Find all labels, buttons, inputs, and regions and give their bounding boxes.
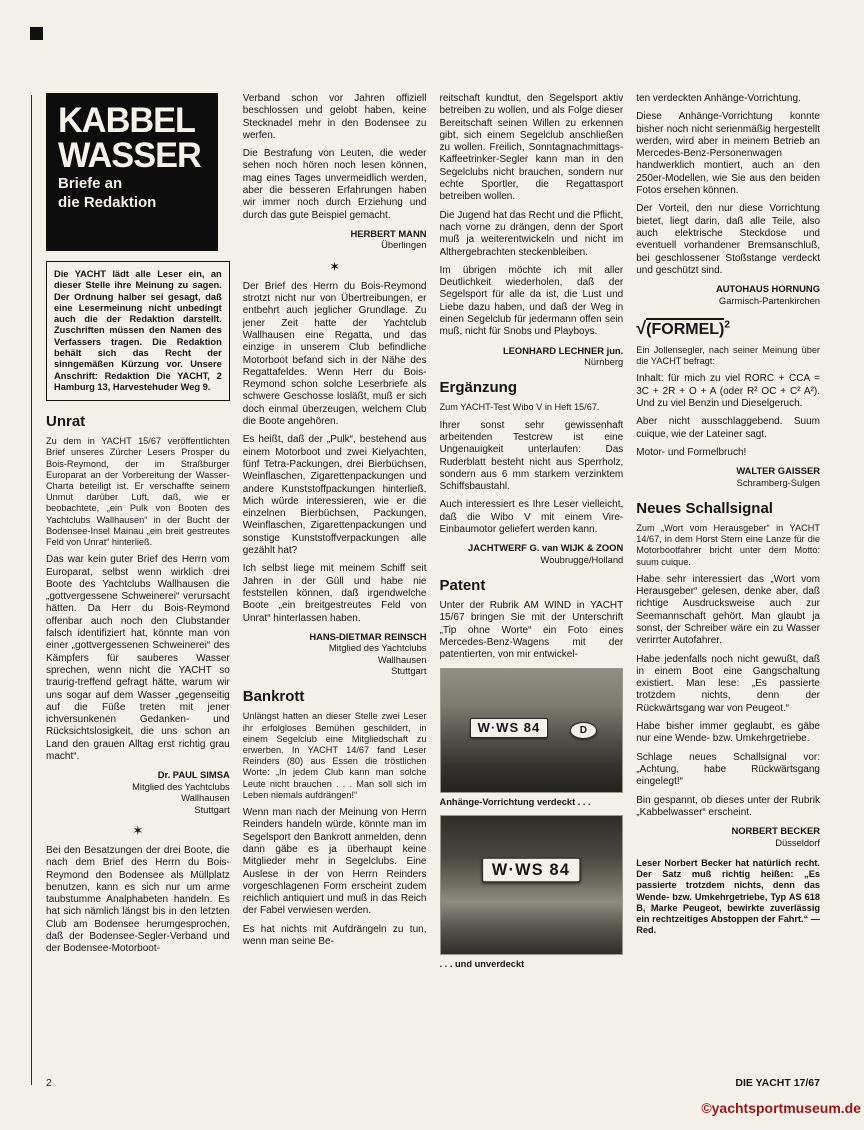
signature	[636, 825, 820, 848]
letter-paragraph: reitschaft kundtut, den Segelsport aktiv betreiben zu wollen, und als Folge dieser Bereitschaft seinen Willen zu erkennen gibt, sich einem Segelclub anschließen zu wollen. Freilich, Sonntagnachmittags-Kaffeetrinker-Segler kann man in den Segelclubs nicht brauchen, sondern nur echte Sportler, die Regattasport betreiben wollen.	[439, 93, 624, 203]
letter-lead: Zum YACHT-Test Wibo V in Heft 15/67.	[439, 402, 600, 413]
letter-paragraph: Habe sehr interessiert das „Wort vom Herausgeber“ gelesen, denke aber, daß richtige Ausdrucksweise auch zur Seemannschaft gehört. Man glaubt ja sonst, der Schreiber wäre ein zu Wasser verirrter Autofahrer.	[636, 573, 820, 647]
signature-line: Woubrugge/Holland	[540, 553, 624, 565]
star-divider-icon: ✶	[132, 822, 144, 838]
signature-line: Schramberg-Sulgen	[736, 476, 820, 488]
signature	[636, 283, 820, 306]
photo-caption: Anhänge-Vorrichtung verdeckt . . .	[439, 796, 591, 807]
page-number: 2	[46, 1077, 52, 1089]
letter-lead: Unlängst hatten an dieser Stelle zwei Leser ihr erfolgloses Bemühen geschildert, in einem Segelclub eine Mitgliedschaft zu erwerben. In YACHT 14/67 fand Leser Reinders (80) aus Essen die tröstlichen Worte: „In jedem Club kann man solche Leute nicht brauchen . . . Man soll sich im Leben niemals aufdrängen!“	[242, 711, 427, 800]
section-heading-formel	[636, 318, 820, 339]
masthead-subtitle-line2: die Redaktion	[58, 194, 157, 211]
signature-line: Mitglied des Yachtclubs	[328, 642, 427, 654]
editorial-intro-box	[46, 261, 230, 401]
registration-mark	[30, 27, 43, 40]
letter-paragraph: Der Brief des Herrn du Bois-Reymond strotzt nicht nur von Übertreibungen, er entbehrt auch jeglicher Grundlage. Zu jener Zeit hatte der Yachtclub Wallhausen eine Regatta, und das einzige in unserem Club befindliche Motorboot befand sich in der Nähe des Regattafeldes. Wenn Herr du Bois-Reymond schon solche Leserbriefe als schwere Geschosse losläßt, muß er sich doch einmal überzeugen, welchem Club die Boote angehören.	[242, 280, 427, 428]
signature-line: Nürnberg	[584, 356, 624, 368]
column-2	[243, 93, 427, 1071]
signature-line: Düsseldorf	[775, 836, 820, 848]
signature-line: Wallhausen	[377, 653, 427, 665]
photo-anhaenge-vorrichtung-unverdeckt	[440, 815, 624, 955]
magazine-footer	[46, 1077, 820, 1089]
letter-paragraph: Bin gespannt, ob dieses unter der Rubrik „Kabbelwasser“ erscheint.	[636, 794, 820, 818]
letter-lead: Zum „Wort vom Herausgeber“ in YACHT 14/67, in dem Horst Stern eine Lanze für die Motorbootfahrer bricht unter dem Motto: suum cuique.	[636, 522, 820, 567]
left-margin-rule	[31, 95, 32, 1085]
signature	[636, 465, 820, 488]
letter-paragraph: Bei den Besatzungen der drei Boote, die nach dem Brief des Herrn du Bois-Reymond den Bodensee als Müllplatz benutzen, kann es sich nur um arme taubstumme Analphabeten handeln. Es hat sich nämlich längst bis in den letzten Club am Bodensee herumgesprochen, daß der Bodensee-Segler-Verband und der Bodensee-Motorboot-	[46, 844, 230, 955]
signature-name: HANS-DIETMAR REINSCH	[309, 630, 427, 642]
letter-paragraph: Das war kein guter Brief des Herrn vom Europarat, selbst wenn wirklich drei Boote des Yachtclubs Wallhausen die „gottvergessene Schweinerei“ verursacht hätten. Da Herr du Bois-Reymond offenbar auch noch den Clubstander falsch identifiziert hat, könnte man von einer „gottvergessenen Schweinerei“ des Kämpfers für sauberes Wasser sprechen, wenn nicht die YACHT so traurig-treffend gefragt hätte, warum wir uns sogar auf dem Wasser „gegenseitig auf die Füße treten mit jener ichversunkenen Gedanken- und Rücksichtslosigkeit, die uns schon an Land den grauen Alltag erst richtig grau macht“.	[46, 554, 230, 763]
letter-paragraph: Wenn man nach der Meinung von Herrn Reinders handeln würde, könnte man im Segelsport den Bankrott anmelden, denn dann gäbe es ja überhaupt keine Mitglieder mehr in Segelclubs. Eine Auslese in der von Herrn Reinders vorgeschlagenen Form erscheint zudem reichlich antiquiert und muß in das Reich der Fabel verwiesen werden.	[242, 807, 427, 917]
signature-line: Überlingen	[381, 239, 427, 251]
column-4	[636, 93, 820, 1071]
license-plate: W·WS 84	[470, 718, 549, 738]
section-heading-unrat: Unrat	[46, 413, 86, 431]
signature	[243, 631, 427, 677]
signature-line: Stuttgart	[391, 665, 427, 677]
letter-paragraph: Die Bestrafung von Leuten, die weder sehen noch hören noch lesen können, mag eines Tages unvermeidlich werden, aber die besseren Erfahrungen haben wir immer noch durch Erziehung und durch das gute Beispiel gemacht.	[242, 148, 427, 221]
letter-paragraph: Es heißt, daß der „Pulk“, bestehend aus einem Motorboot und zwei Kielyachten, fünf Tetra-Packungen, drei Bierbüchsen, Weinflaschen, Zigarettenpackungen und andere Kunststoffpackungen hinterließ. Mich würde interessieren, wie er die einzelnen Bierbüchsen, Packungen, Weinflaschen, Zigarettenpackungen und sonstige Kunststoffverpackungen alle gezählt hat?	[242, 434, 427, 557]
signature-name: HERBERT MANN	[350, 227, 427, 239]
signature-line: Garmisch-Partenkirchen	[718, 294, 820, 306]
signature-name: AUTOHAUS HORNUNG	[716, 283, 820, 295]
signature-name: NORBERT BECKER	[731, 825, 820, 837]
signature-name: WALTER GAISSER	[736, 465, 820, 477]
signature-line: Stuttgart	[194, 803, 230, 815]
column-1	[46, 93, 230, 1071]
letter-paragraph: Unter der Rubrik AM WIND in YACHT 15/67 bringen Sie mit der Unterschrift „Tip ohne Worte“ ein Foto eines Mercedes-Benz-Wagens mit der patentierten, von mir entwickel-	[439, 600, 624, 661]
letter-paragraph: Habe jedenfalls noch nicht gewußt, daß in einem Boot eine Gangschaltung existiert. Man lese: „Es passierte trotzdem nichts, denn der Rückwärtsgang war von Peugeot.“	[636, 653, 820, 714]
signature	[46, 769, 230, 815]
signature	[440, 542, 624, 565]
letter-paragraph: Im übrigen möchte ich mit aller Deutlichkeit wiederholen, daß der Segelsport für alle da ist, die Lust und Liebe dazu haben, und daß der Weg in einen Segelclub für jedermann offen sein muß, nicht für Snobs und Playboys.	[439, 264, 624, 338]
letter-paragraph: Motor- und Formelbruch!	[636, 446, 747, 458]
letter-paragraph: Inhalt: für mich zu viel RORC + CCA = 3C + 2R + O + A (oder R² OC + C² A²). Und zu viel Benzin und Dieselgeruch.	[636, 373, 820, 409]
signature-name: Dr. PAUL SIMSA	[157, 769, 230, 781]
letter-paragraph: Habe bisher immer geglaubt, es gäbe nur eine Wende- bzw. Umkehrgetriebe.	[636, 721, 820, 745]
signature	[243, 228, 427, 251]
section-heading-patent: Patent	[439, 577, 486, 595]
footer-magazine-title: DIE YACHT 17/67	[735, 1077, 820, 1089]
letter-paragraph: Ich selbst liege mit meinem Schiff seit Jahren in der Güll und habe nie feststellen können, daß irgendwelche Boote „ein breitgestreutes Feld von Unrat“ hinterlassen haben.	[242, 563, 427, 624]
signature-line: Mitglied des Yachtclubs	[132, 780, 230, 792]
letter-paragraph: Es hat nichts mit Aufdrängeln zu tun, wenn man seine Be-	[242, 923, 427, 948]
license-plate: W·WS 84	[482, 857, 580, 882]
section-heading-neues-schallsignal: Neues Schallsignal	[636, 499, 773, 517]
photo-anhaenge-vorrichtung-verdeckt	[440, 668, 624, 793]
formula-body: (FORMEL)	[646, 318, 724, 338]
watermark: ©yachtsportmuseum.de	[701, 1100, 861, 1116]
letter-lead: Zu dem in YACHT 15/67 veröffentlichten Brief unseres Zürcher Lesers Prosper du Bois-Reymond, der im Straßburger Europarat an der Vorbereitung der Wasser-Charta beteiligt ist. Er verschaffte seinem Unmut darüber Luft, daß, wie er beobachtete, „ein Pulk von Booten des Yachtclubs Wallhausen“ in der Bucht der Bodensee-Insel Mainau „ein breit gestreutes Feld von Unrat“ hinterließ.	[46, 436, 230, 548]
radical-sign: √	[636, 317, 647, 338]
letter-lead: Ein Jollensegler, nach seiner Meinung über die YACHT befragt:	[636, 344, 820, 367]
letter-paragraph: Ihrer sonst sehr gewissenhaft arbeitenden Testcrew ist eine Ungenauigkeit unterlaufen: Das Ruderblatt besteht nicht aus Sperrholz, sondern aus 6 mm starkem verzinktem Schiffsbaustahl.	[439, 419, 624, 493]
star-divider-icon: ✶	[329, 258, 341, 274]
signature	[440, 345, 624, 368]
letter-paragraph: Verband schon vor Jahren offiziell beschlossen und gelobt haben, keine Stecknadel mehr in den Bodensee zu werfen.	[242, 93, 427, 141]
photo-caption: . . . und unverdeckt	[439, 958, 525, 969]
masthead-subtitle-line1: Briefe an	[58, 175, 123, 192]
kabbelwasser-masthead	[46, 93, 218, 251]
letter-paragraph: Auch interessiert es Ihre Leser vielleicht, daß die Wibo V mit einem Vire-Einbaumotor geliefert werden kann.	[439, 499, 624, 536]
masthead-title-line1: KABBEL	[58, 101, 196, 140]
letter-paragraph: Der Vorteil, den nur diese Vorrichtung bietet, liegt darin, daß alle Teile, also auch elektrische Steckdose und eventuell vorhandener Bremsanschluß, bei geschlossener Stoßstange verdeckt und geschützt sind.	[636, 203, 820, 276]
signature-line: Wallhausen	[181, 792, 230, 804]
formula-exponent: 2	[724, 319, 730, 331]
column-layout	[46, 93, 820, 1071]
signature-name: LEONHARD LECHNER jun.	[502, 344, 624, 356]
letter-paragraph: Schlage neues Schallsignal vor: „Achtung, habe Rückwärtsgang eingelegt!“	[636, 751, 820, 788]
column-3	[440, 93, 624, 1071]
section-heading-ergaenzung: Ergänzung	[439, 379, 517, 397]
letter-paragraph: Aber nicht ausschlaggebend. Suum cuique, wie der Lateiner sagt.	[636, 416, 820, 440]
signature-name: JACHTWERF G. van WIJK & ZOON	[468, 542, 624, 554]
letter-paragraph: ten verdeckten Anhänge-Vorrichtung.	[636, 93, 801, 104]
letter-paragraph: Die Jugend hat das Recht und die Pflicht, nach vorne zu drängen, denn der Sport muß ja weiterentwickeln und nicht im Althergebrachten steckenbleiben.	[439, 209, 624, 258]
section-heading-bankrott: Bankrott	[242, 688, 305, 706]
country-badge-d: D	[570, 722, 597, 739]
masthead-title-line2: WASSER	[58, 136, 201, 175]
editorial-intro-text: Die YACHT lädt alle Leser ein, an dieser Stelle ihre Meinung zu sagen. Der Ordnung halber sei gesagt, daß eine Lesermeinung nicht unbedingt auch die der Redaktion darstellt. Zuschriften müssen den Namen des Verfassers tragen. Die Redaktion behält sich das Recht der sinngemäßen Kürzung vor. Unsere Anschrift: Redaktion Die YACHT, 2 Hamburg 13, Harvestehuder Weg 9.	[54, 269, 222, 392]
letter-paragraph: Diese Anhänge-Vorrichtung konnte bisher noch nicht serienmäßig hergestellt werden, wird aber in meinem Betrieb an Mercedes-Benz-Personenwagen handwerklich montiert, auch an den 250er-Modellen, wie Sie aus den beiden Fotos ersehen können.	[636, 111, 820, 197]
editor-note: Leser Norbert Becker hat natürlich recht. Der Satz muß richtig heißen: „Es passierte trotzdem nichts, denn das Wende- bzw. Umkehrgetriebe, Typ AS 618 B, Marke Peugeot, bewirkte zuverlässig ein rechtzeitiges Abstoppen der Fahrt.“ — Red.	[636, 857, 820, 936]
